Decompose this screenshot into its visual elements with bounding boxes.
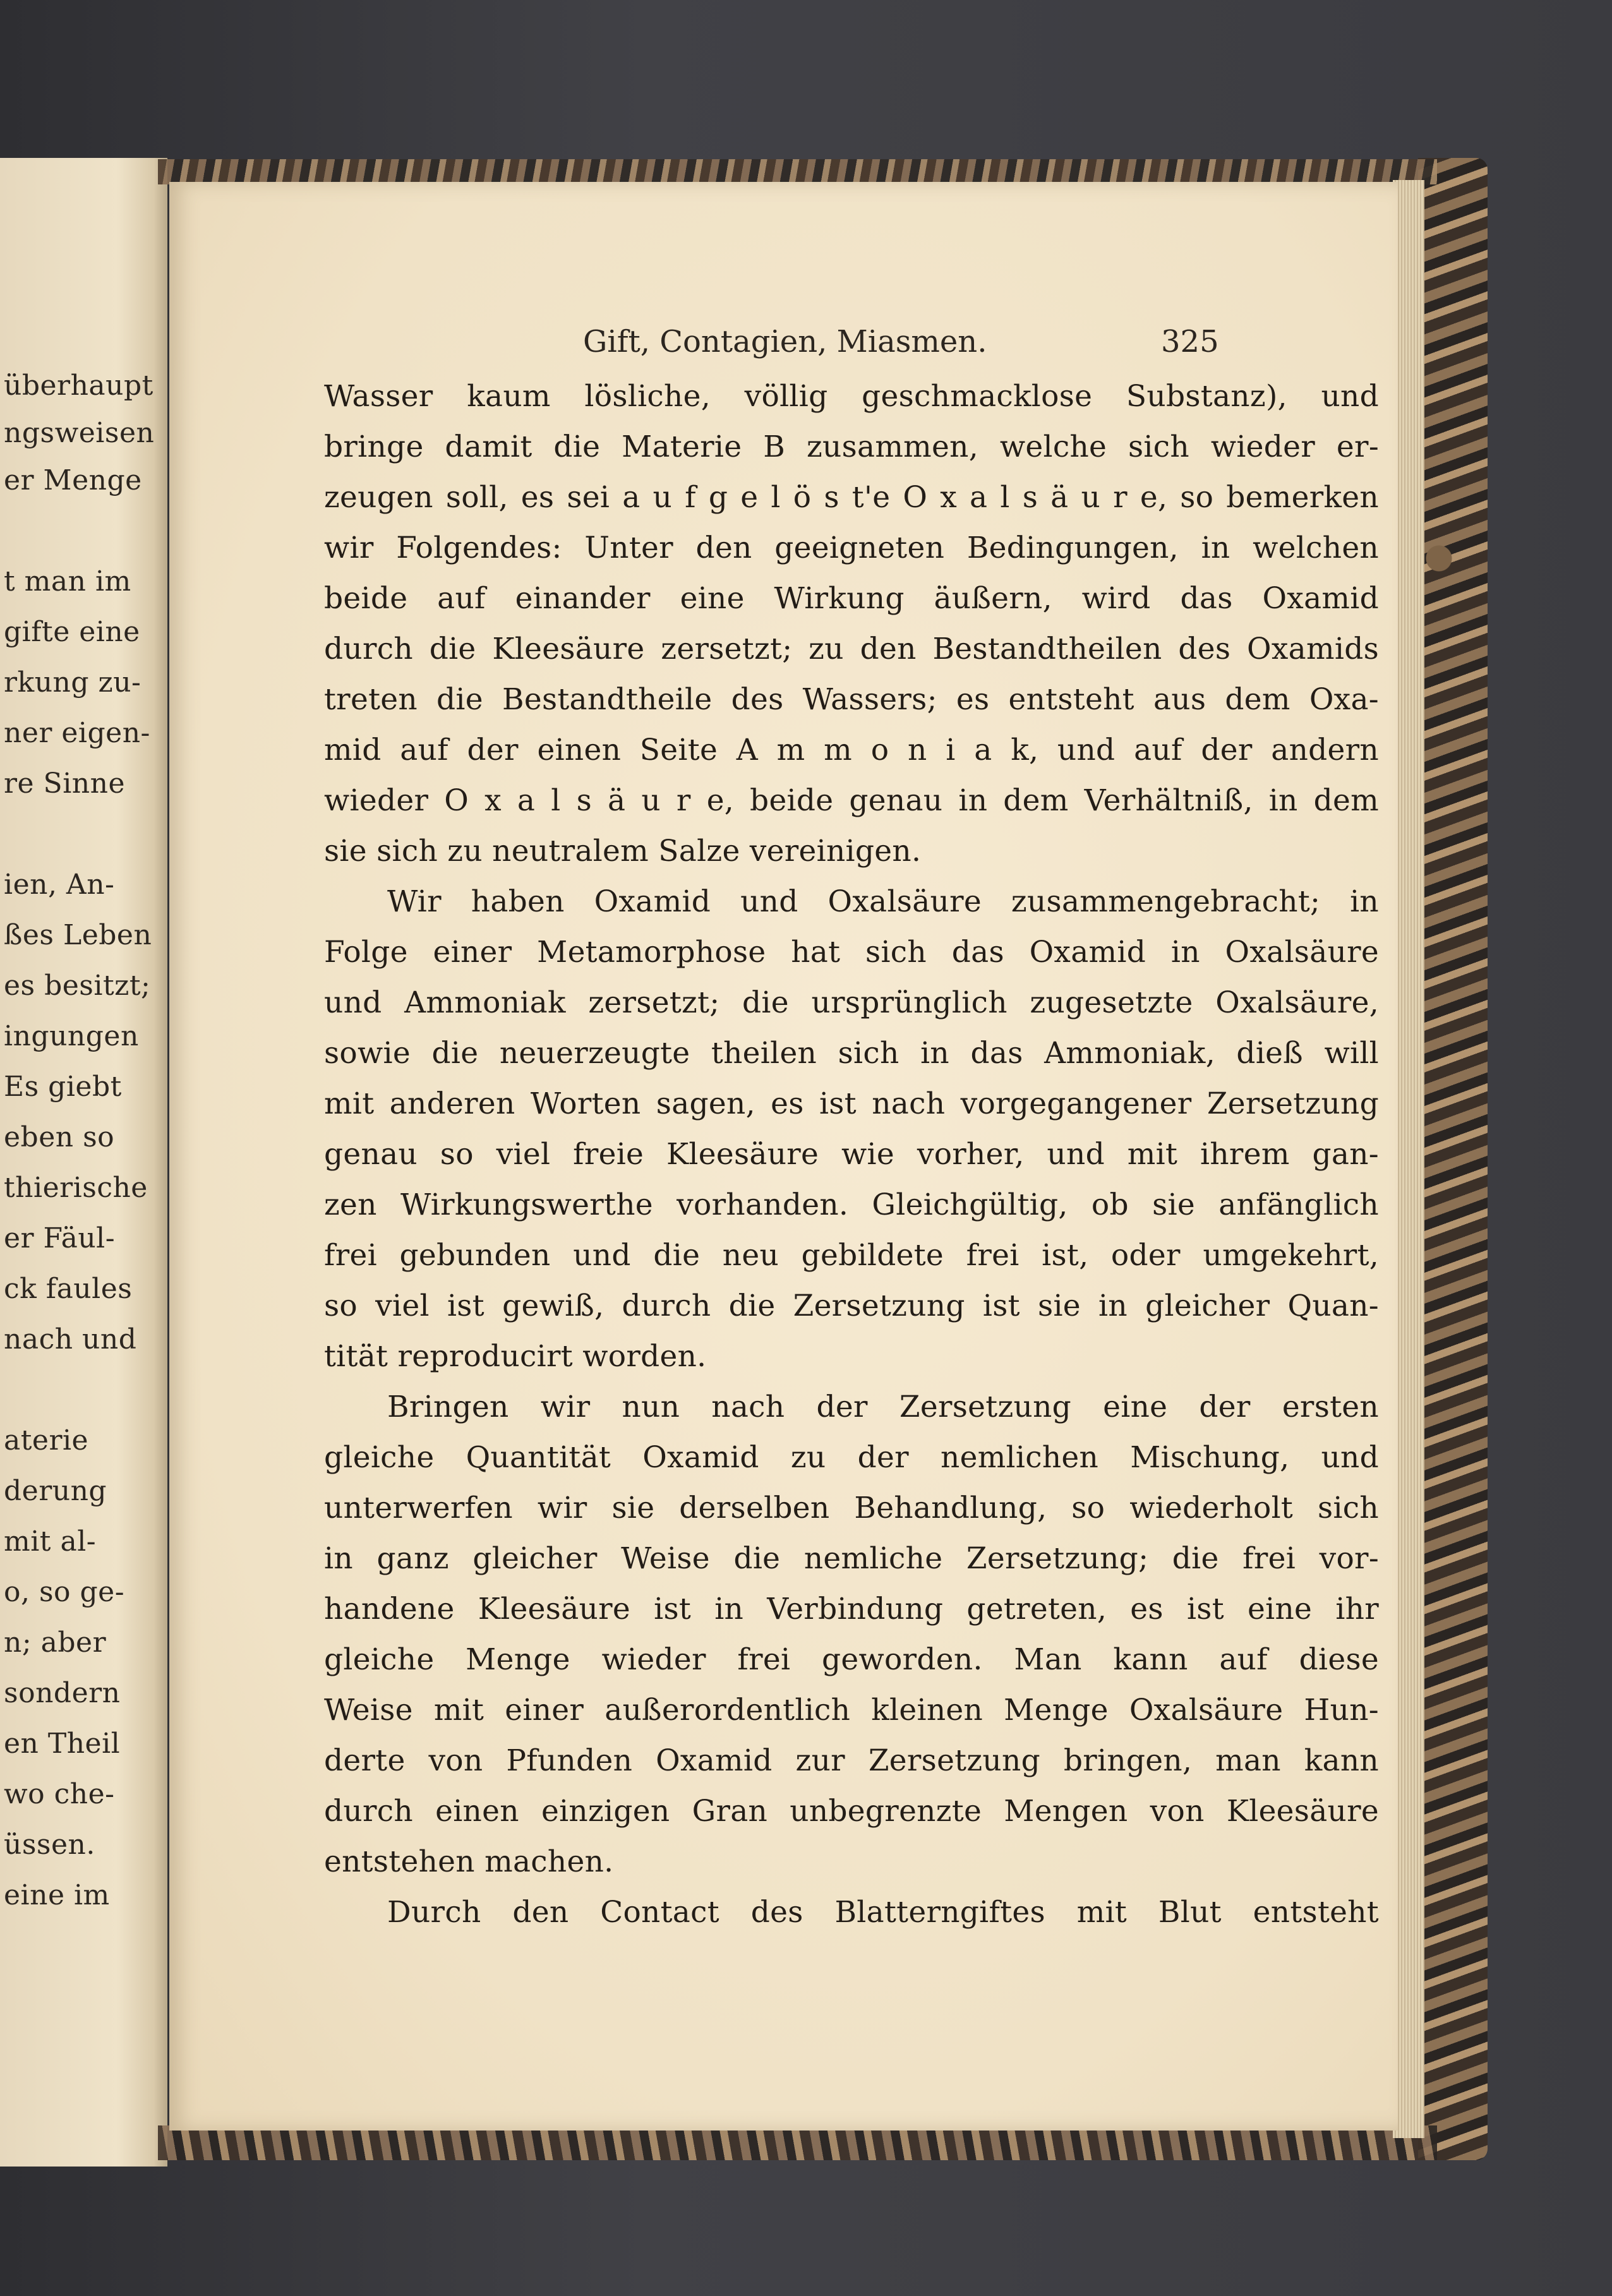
text-line: wir Folgendes: Unter den geeigneten Bedingungen, in welchen <box>324 531 1379 565</box>
left-fragment: o, so ge- <box>4 1576 125 1608</box>
left-fragment: thierische <box>4 1172 148 1204</box>
left-fragment: er Fäul- <box>4 1222 116 1254</box>
left-fragment: mit al- <box>4 1525 97 1558</box>
text-line: tität reproducirt worden. <box>324 1339 707 1374</box>
left-fragment: eben so <box>4 1121 115 1153</box>
left-fragment: wo che- <box>4 1778 115 1810</box>
left-fragment: t man im <box>4 565 131 598</box>
left-fragment: ien, An- <box>4 869 115 901</box>
text-line: handene Kleesäure ist in Verbindung getreten, es ist eine ihr <box>324 1592 1379 1626</box>
text-line: sie sich zu neutralem Salze vereinigen. <box>324 834 922 869</box>
text-line: durch einen einzigen Gran unbegrenzte Mengen von Kleesäure <box>324 1794 1379 1829</box>
text-line: Durch den Contact des Blatterngiftes mit Blut entsteht <box>387 1895 1379 1930</box>
text-line: entstehen machen. <box>324 1844 614 1879</box>
marbled-top-edge <box>158 159 1437 184</box>
text-line: Bringen wir nun nach der Zersetzung eine der ersten <box>387 1390 1379 1424</box>
left-fragment: eine im <box>4 1879 110 1911</box>
left-fragment: er Menge <box>4 464 142 496</box>
text-line: bringe damit die Materie B zusammen, welche sich wieder er- <box>324 430 1379 464</box>
text-line: und Ammoniak zersetzt; die ursprünglich zugesetzte Oxalsäure, <box>324 985 1379 1020</box>
left-fragment: re Sinne <box>4 767 125 800</box>
text-line: beide auf einander eine Wirkung äußern, wird das Oxamid <box>324 581 1379 616</box>
text-line: Wasser kaum lösliche, völlig geschmacklose Substanz), und <box>324 379 1379 414</box>
text-line: zeugen soll, es sei a u f g e l ö s t'e O x a l s ä u r e, so bemerken <box>324 480 1379 515</box>
text-line: frei gebunden und die neu gebildete frei ist, oder umgekehrt, <box>324 1238 1379 1273</box>
text-line: gleiche Quantität Oxamid zu der nemlichen Mischung, und <box>324 1440 1379 1475</box>
left-fragment: rkung zu- <box>4 666 141 699</box>
text-line: wieder O x a l s ä u r e, beide genau in dem Verhältniß, in dem <box>324 783 1379 818</box>
left-fragment: Es giebt <box>4 1071 122 1103</box>
left-fragment: es besitzt; <box>4 970 151 1002</box>
left-fragment: ingungen <box>4 1020 139 1052</box>
text-line: mid auf der einen Seite A m m o n i a k, und auf der andern <box>324 733 1379 767</box>
left-fragment: ck faules <box>4 1273 133 1305</box>
marbled-fore-edge <box>1418 158 1488 2160</box>
marbled-bottom-edge <box>158 2125 1437 2160</box>
text-line: Weise mit einer außerordentlich kleinen Menge Oxalsäure Hun- <box>324 1693 1379 1728</box>
text-line: mit anderen Worten sagen, es ist nach vorgegangener Zersetzung <box>324 1086 1379 1121</box>
left-fragment: üssen. <box>4 1829 95 1861</box>
text-line: zen Wirkungswerthe vorhanden. Gleichgültig, ob sie anfänglich <box>324 1187 1379 1222</box>
text-line: treten die Bestandtheile des Wassers; es entsteht aus dem Oxa- <box>324 682 1379 717</box>
text-line: gleiche Menge wieder frei geworden. Man kann auf diese <box>324 1642 1379 1677</box>
text-line: unterwerfen wir sie derselben Behandlung, so wiederholt sich <box>324 1491 1379 1525</box>
left-fragment: ßes Leben <box>4 919 152 951</box>
text-line: derte von Pfunden Oxamid zur Zersetzung bringen, man kann <box>324 1743 1379 1778</box>
left-fragment: aterie <box>4 1424 89 1457</box>
text-line: genau so viel freie Kleesäure wie vorher, und mit ihrem gan- <box>324 1137 1379 1172</box>
previous-page-strip <box>0 158 167 2167</box>
left-fragment: en Theil <box>4 1728 121 1760</box>
text-line: Folge einer Metamorphose hat sich das Oxamid in Oxalsäure <box>324 935 1379 970</box>
left-fragment: n; aber <box>4 1626 107 1659</box>
left-fragment: überhaupt <box>4 370 153 402</box>
text-line: so viel ist gewiß, durch die Zersetzung ist sie in gleicher Quan- <box>324 1289 1379 1323</box>
left-fragment: sondern <box>4 1677 121 1709</box>
left-fragment: nach und <box>4 1323 137 1355</box>
text-line: sowie die neuerzeugte theilen sich in das Ammoniak, dieß will <box>324 1036 1379 1071</box>
left-fragment: ngsweisen <box>4 417 155 449</box>
text-line: in ganz gleicher Weise die nemliche Zersetzung; die frei vor- <box>324 1541 1379 1576</box>
left-fragment: ner eigen- <box>4 717 150 749</box>
running-title: Gift, Contagien, Miasmen. <box>583 324 987 359</box>
left-fragment: derung <box>4 1475 107 1507</box>
text-line: durch die Kleesäure zersetzt; zu den Bestandtheilen des Oxamids <box>324 632 1379 666</box>
book-page <box>169 182 1398 2131</box>
left-fragment: gifte eine <box>4 616 140 648</box>
page-header <box>169 324 1219 368</box>
page-number: 325 <box>1161 324 1219 359</box>
text-line: Wir haben Oxamid und Oxalsäure zusammengebracht; in <box>387 884 1379 919</box>
